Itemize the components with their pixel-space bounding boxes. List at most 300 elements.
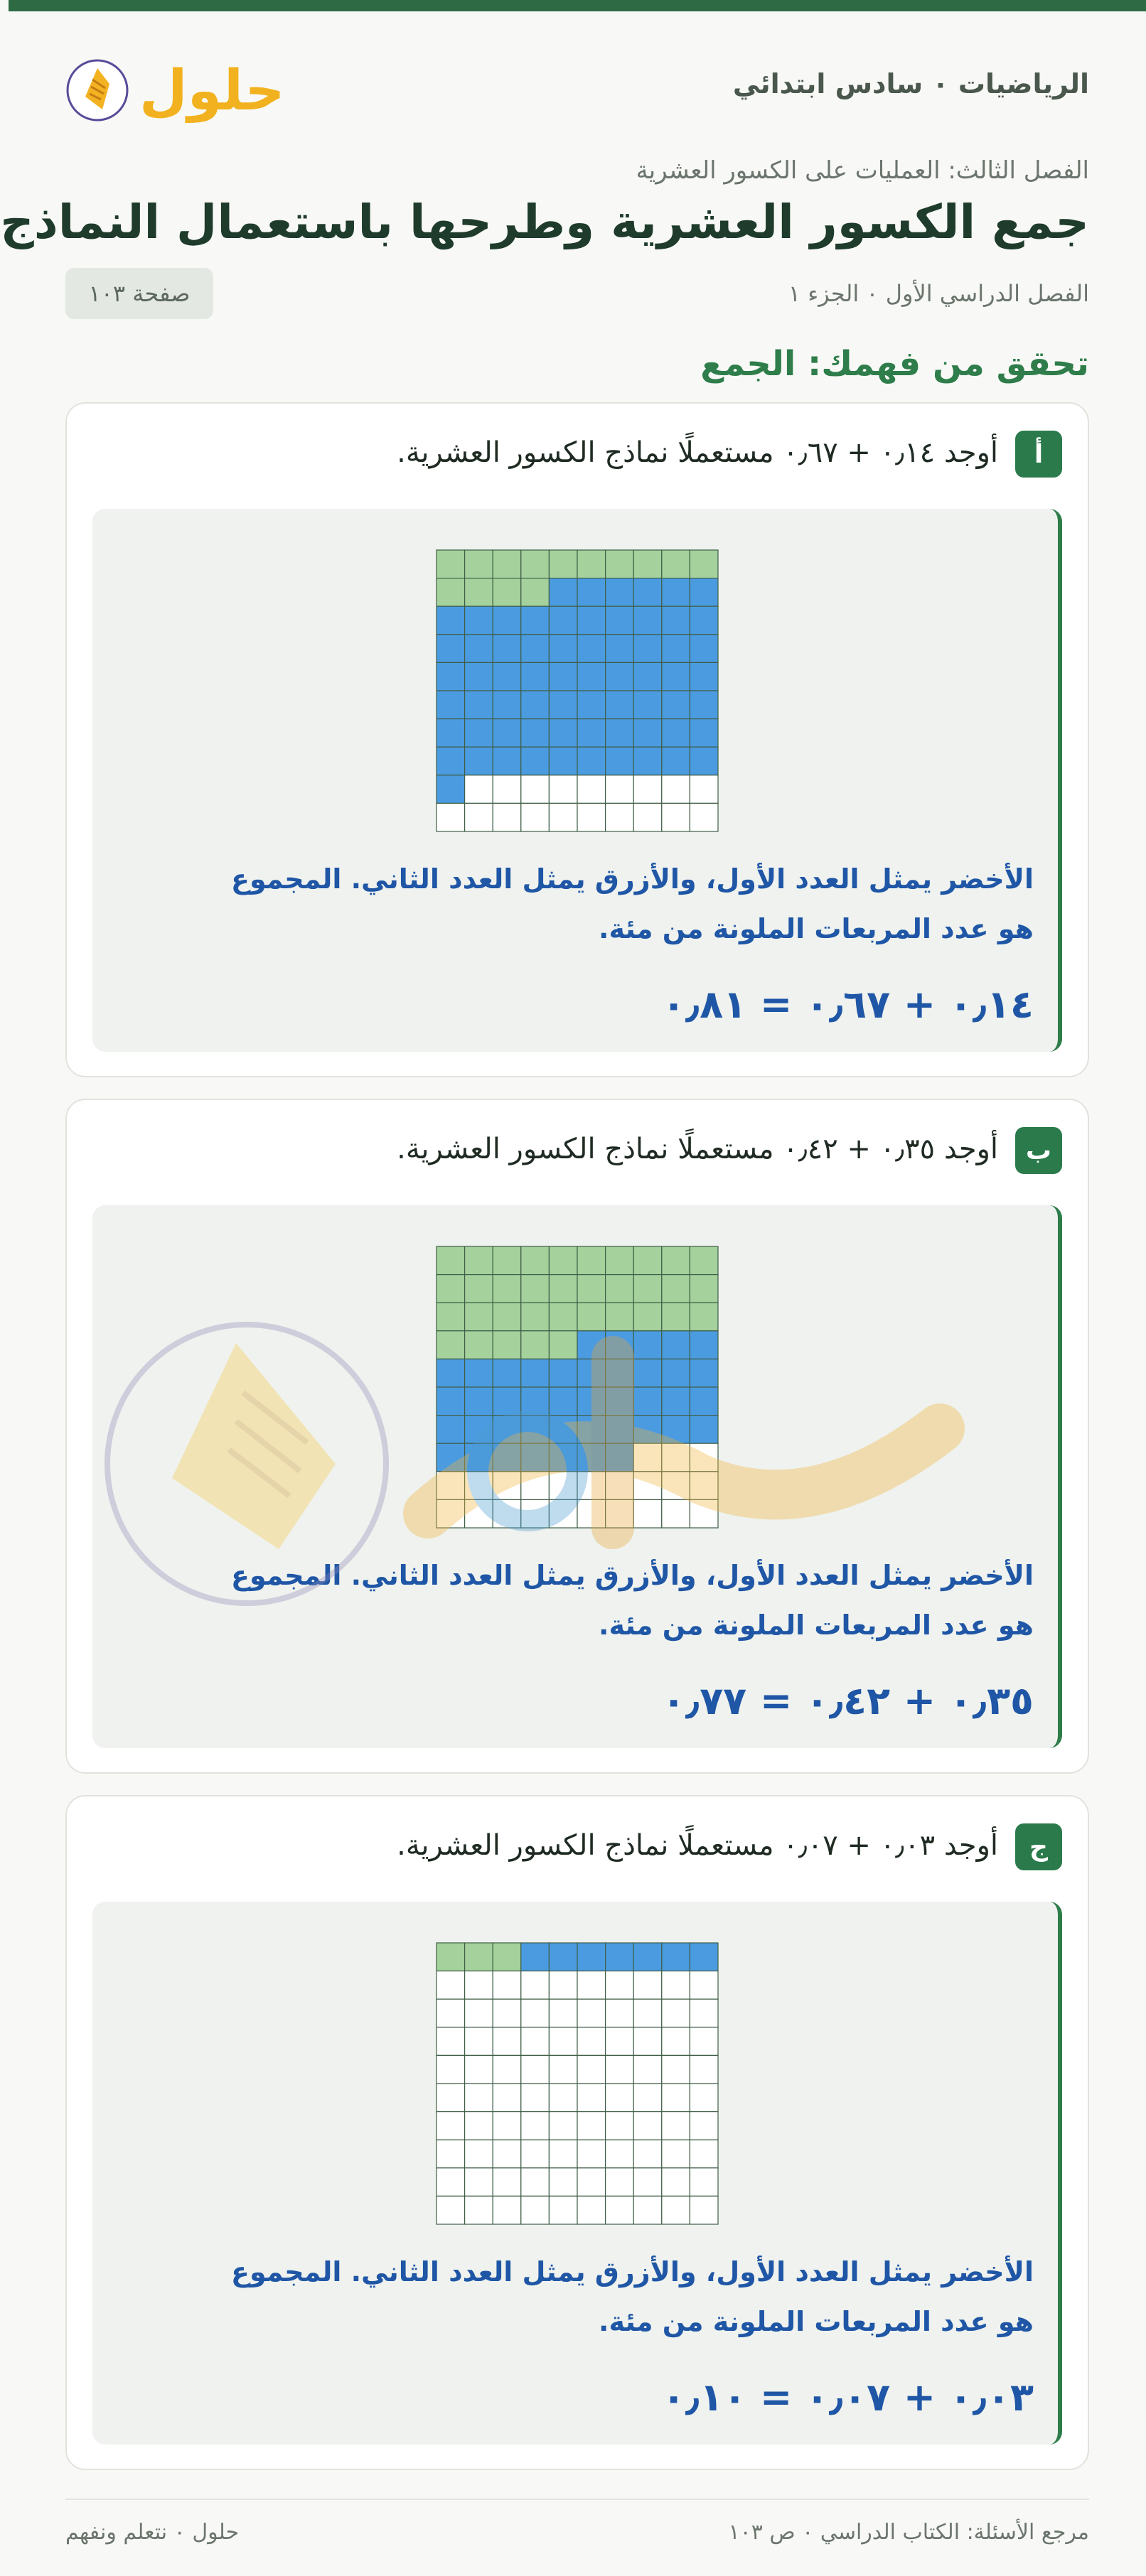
- blue-cell: [521, 747, 550, 775]
- green-cell: [493, 1943, 521, 1971]
- blue-cell: [662, 606, 690, 635]
- problem-letter-badge: أ: [1015, 431, 1062, 478]
- empty-cell: [577, 2084, 606, 2112]
- blue-cell: [662, 1943, 690, 1971]
- blue-cell: [437, 691, 465, 719]
- empty-cell: [521, 1971, 550, 2000]
- blue-cell: [465, 1359, 493, 1387]
- empty-cell: [606, 2027, 634, 2056]
- green-cell: [465, 1246, 493, 1275]
- green-cell: [465, 578, 493, 607]
- blue-cell: [690, 662, 718, 691]
- blue-cell: [493, 1387, 521, 1416]
- blue-cell: [577, 691, 606, 719]
- empty-cell: [493, 1971, 521, 2000]
- blue-cell: [577, 1331, 606, 1359]
- empty-cell: [493, 775, 521, 804]
- empty-cell: [577, 2196, 606, 2224]
- empty-cell: [465, 2196, 493, 2224]
- blue-cell: [549, 1443, 577, 1472]
- decimal-grid-model: [437, 1943, 718, 2224]
- blue-cell: [633, 662, 662, 691]
- answer-equation: ٠٫١٤ + ٠٫٦٧ = ٠٫٨١: [662, 982, 1034, 1027]
- empty-cell: [521, 2196, 550, 2224]
- empty-cell: [577, 2112, 606, 2140]
- empty-cell: [549, 1971, 577, 2000]
- empty-cell: [521, 2084, 550, 2112]
- empty-cell: [577, 2027, 606, 2056]
- blue-cell: [521, 1387, 550, 1416]
- empty-cell: [521, 2168, 550, 2197]
- blue-cell: [633, 1387, 662, 1416]
- decimal-grid-model: [437, 550, 718, 831]
- blue-cell: [606, 691, 634, 719]
- green-cell: [493, 1303, 521, 1331]
- page-title: جمع الكسور العشرية وطرحها باستعمال النماذج: [0, 195, 1089, 249]
- empty-cell: [606, 1472, 634, 1500]
- blue-cell: [493, 662, 521, 691]
- empty-cell: [606, 2055, 634, 2084]
- blue-cell: [633, 606, 662, 635]
- green-cell: [465, 1943, 493, 1971]
- blue-cell: [437, 747, 465, 775]
- empty-cell: [549, 2140, 577, 2168]
- green-cell: [549, 1303, 577, 1331]
- answer-explanation: الأخضر يمثل العدد الأول، والأزرق يمثل العدد الثاني. المجموع هو عدد المربعات الملونة من مئة.: [230, 2256, 1034, 2337]
- page-header: [65, 44, 1089, 136]
- empty-cell: [633, 1971, 662, 2000]
- empty-cell: [465, 2027, 493, 2056]
- blue-cell: [437, 719, 465, 748]
- empty-cell: [493, 2027, 521, 2056]
- blue-cell: [577, 635, 606, 663]
- blue-cell: [633, 635, 662, 663]
- empty-cell: [606, 2112, 634, 2140]
- empty-cell: [549, 2168, 577, 2197]
- blue-cell: [549, 1387, 577, 1416]
- subject-label: الرياضيات ٠ سادس ابتدائي: [732, 68, 1089, 99]
- empty-cell: [493, 2055, 521, 2084]
- blue-cell: [493, 1416, 521, 1444]
- blue-cell: [465, 1416, 493, 1444]
- green-cell: [606, 1303, 634, 1331]
- blue-cell: [493, 635, 521, 663]
- blue-cell: [577, 1359, 606, 1387]
- empty-cell: [549, 2027, 577, 2056]
- blue-cell: [493, 1443, 521, 1472]
- blue-cell: [690, 635, 718, 663]
- empty-cell: [633, 1443, 662, 1472]
- empty-cell: [493, 2084, 521, 2112]
- empty-cell: [437, 2140, 465, 2168]
- empty-cell: [662, 1443, 690, 1472]
- answer-box: [92, 509, 1062, 1052]
- empty-cell: [662, 1499, 690, 1528]
- blue-cell: [606, 578, 634, 607]
- empty-cell: [633, 2084, 662, 2112]
- green-cell: [549, 1331, 577, 1359]
- empty-cell: [521, 2055, 550, 2084]
- blue-cell: [662, 635, 690, 663]
- empty-cell: [493, 803, 521, 831]
- empty-cell: [465, 1999, 493, 2027]
- blue-cell: [521, 719, 550, 748]
- green-cell: [549, 1246, 577, 1275]
- blue-cell: [465, 635, 493, 663]
- empty-cell: [493, 2168, 521, 2197]
- empty-cell: [521, 2112, 550, 2140]
- green-cell: [633, 1303, 662, 1331]
- blue-cell: [690, 578, 718, 607]
- empty-cell: [493, 2140, 521, 2168]
- blue-cell: [662, 662, 690, 691]
- empty-cell: [577, 1472, 606, 1500]
- blue-cell: [606, 719, 634, 748]
- blue-cell: [493, 719, 521, 748]
- green-cell: [690, 550, 718, 578]
- blue-cell: [577, 719, 606, 748]
- blue-cell: [606, 1943, 634, 1971]
- empty-cell: [662, 1971, 690, 2000]
- green-cell: [606, 1275, 634, 1303]
- empty-cell: [690, 775, 718, 804]
- blue-cell: [549, 635, 577, 663]
- empty-cell: [662, 1999, 690, 2027]
- green-cell: [577, 1246, 606, 1275]
- empty-cell: [521, 1472, 550, 1500]
- empty-cell: [465, 2055, 493, 2084]
- term-label: الفصل الدراسي الأول ٠ الجزء ١: [788, 280, 1089, 307]
- problem-letter-badge: ج: [1015, 1823, 1062, 1870]
- empty-cell: [662, 2084, 690, 2112]
- empty-cell: [606, 2196, 634, 2224]
- footer-brand: حلول ٠ نتعلم ونفهم: [65, 2520, 240, 2545]
- green-cell: [437, 578, 465, 607]
- empty-cell: [633, 2196, 662, 2224]
- blue-cell: [521, 606, 550, 635]
- empty-cell: [633, 2168, 662, 2197]
- green-cell: [690, 1303, 718, 1331]
- green-cell: [521, 1303, 550, 1331]
- answer-equation: ٠٫٠٣ + ٠٫٠٧ = ٠٫١٠: [662, 2375, 1034, 2420]
- problem-card-a: [65, 402, 1089, 1077]
- problem-question: أوجد ٠٫٣٥ + ٠٫٤٢ مستعملًا نماذج الكسور العشرية.: [397, 1133, 998, 1165]
- green-cell: [662, 550, 690, 578]
- empty-cell: [690, 2112, 718, 2140]
- footer-divider: [65, 2499, 1089, 2500]
- green-cell: [577, 1303, 606, 1331]
- empty-cell: [577, 2055, 606, 2084]
- empty-cell: [577, 1971, 606, 2000]
- blue-cell: [521, 691, 550, 719]
- empty-cell: [606, 1999, 634, 2027]
- blue-cell: [549, 578, 577, 607]
- empty-cell: [549, 2112, 577, 2140]
- blue-cell: [549, 1416, 577, 1444]
- green-cell: [577, 1275, 606, 1303]
- green-cell: [493, 550, 521, 578]
- empty-cell: [437, 2027, 465, 2056]
- answer-explanation: الأخضر يمثل العدد الأول، والأزرق يمثل العدد الثاني. المجموع هو عدد المربعات الملونة من مئة.: [230, 863, 1034, 944]
- blue-cell: [606, 606, 634, 635]
- empty-cell: [662, 2140, 690, 2168]
- blue-cell: [577, 747, 606, 775]
- blue-cell: [606, 1387, 634, 1416]
- empty-cell: [465, 803, 493, 831]
- empty-cell: [549, 2196, 577, 2224]
- blue-cell: [465, 1387, 493, 1416]
- empty-cell: [437, 2196, 465, 2224]
- blue-cell: [549, 747, 577, 775]
- green-cell: [521, 1275, 550, 1303]
- blue-cell: [577, 662, 606, 691]
- empty-cell: [662, 803, 690, 831]
- empty-cell: [465, 1971, 493, 2000]
- empty-cell: [465, 775, 493, 804]
- blue-cell: [549, 1943, 577, 1971]
- blue-cell: [465, 691, 493, 719]
- answer-explanation: الأخضر يمثل العدد الأول، والأزرق يمثل العدد الثاني. المجموع هو عدد المربعات الملونة من مئة.: [230, 1560, 1034, 1641]
- empty-cell: [465, 2168, 493, 2197]
- empty-cell: [577, 2168, 606, 2197]
- empty-cell: [577, 2140, 606, 2168]
- blue-cell: [577, 606, 606, 635]
- problem-card-b: [65, 1099, 1089, 1774]
- blue-cell: [437, 1443, 465, 1472]
- empty-cell: [662, 2196, 690, 2224]
- blue-cell: [549, 719, 577, 748]
- empty-cell: [606, 803, 634, 831]
- blue-cell: [690, 1331, 718, 1359]
- green-cell: [437, 1303, 465, 1331]
- empty-cell: [662, 2168, 690, 2197]
- empty-cell: [606, 2140, 634, 2168]
- empty-cell: [690, 1499, 718, 1528]
- empty-cell: [437, 1971, 465, 2000]
- green-cell: [465, 1331, 493, 1359]
- blue-cell: [606, 635, 634, 663]
- green-cell: [549, 1275, 577, 1303]
- answer-box: [92, 1205, 1062, 1748]
- empty-cell: [437, 803, 465, 831]
- green-cell: [465, 1303, 493, 1331]
- empty-cell: [633, 1472, 662, 1500]
- blue-cell: [437, 635, 465, 663]
- blue-cell: [549, 1359, 577, 1387]
- blue-cell: [606, 1443, 634, 1472]
- blue-cell: [690, 691, 718, 719]
- blue-cell: [521, 1416, 550, 1444]
- green-cell: [437, 1246, 465, 1275]
- empty-cell: [633, 2055, 662, 2084]
- blue-cell: [577, 578, 606, 607]
- blue-cell: [662, 1416, 690, 1444]
- empty-cell: [606, 2168, 634, 2197]
- blue-cell: [606, 1359, 634, 1387]
- blue-cell: [465, 606, 493, 635]
- green-cell: [465, 550, 493, 578]
- empty-cell: [633, 2140, 662, 2168]
- blue-cell: [437, 1359, 465, 1387]
- blue-cell: [606, 1331, 634, 1359]
- blue-cell: [606, 1416, 634, 1444]
- empty-cell: [493, 2196, 521, 2224]
- answer-equation: ٠٫٣٥ + ٠٫٤٢ = ٠٫٧٧: [662, 1678, 1034, 1723]
- blue-cell: [690, 1359, 718, 1387]
- blue-cell: [465, 662, 493, 691]
- blue-cell: [437, 1416, 465, 1444]
- problem-letter-badge: ب: [1015, 1127, 1062, 1174]
- blue-cell: [577, 1943, 606, 1971]
- blue-cell: [690, 1387, 718, 1416]
- empty-cell: [690, 2055, 718, 2084]
- green-cell: [549, 550, 577, 578]
- empty-cell: [521, 1999, 550, 2027]
- blue-cell: [437, 606, 465, 635]
- blue-cell: [662, 1387, 690, 1416]
- green-cell: [606, 1246, 634, 1275]
- blue-cell: [662, 719, 690, 748]
- empty-cell: [690, 1971, 718, 2000]
- green-cell: [633, 550, 662, 578]
- empty-cell: [690, 2084, 718, 2112]
- empty-cell: [437, 1999, 465, 2027]
- empty-cell: [521, 1499, 550, 1528]
- empty-cell: [690, 2168, 718, 2197]
- blue-cell: [521, 1443, 550, 1472]
- blue-cell: [437, 662, 465, 691]
- green-cell: [437, 550, 465, 578]
- empty-cell: [577, 1499, 606, 1528]
- empty-cell: [549, 2055, 577, 2084]
- empty-cell: [690, 1999, 718, 2027]
- empty-cell: [690, 2196, 718, 2224]
- blue-cell: [690, 606, 718, 635]
- green-cell: [521, 1331, 550, 1359]
- empty-cell: [493, 2112, 521, 2140]
- green-cell: [633, 1275, 662, 1303]
- empty-cell: [465, 2084, 493, 2112]
- empty-cell: [437, 2168, 465, 2197]
- empty-cell: [521, 2027, 550, 2056]
- empty-cell: [633, 2027, 662, 2056]
- blue-cell: [465, 1443, 493, 1472]
- empty-cell: [493, 1472, 521, 1500]
- blue-cell: [521, 635, 550, 663]
- empty-cell: [465, 2140, 493, 2168]
- blue-cell: [549, 691, 577, 719]
- empty-cell: [662, 2027, 690, 2056]
- empty-cell: [690, 2140, 718, 2168]
- empty-cell: [633, 2112, 662, 2140]
- green-cell: [606, 550, 634, 578]
- green-cell: [437, 1943, 465, 1971]
- empty-cell: [549, 775, 577, 804]
- blue-cell: [465, 719, 493, 748]
- green-cell: [690, 1246, 718, 1275]
- green-cell: [493, 578, 521, 607]
- blue-cell: [493, 606, 521, 635]
- blue-cell: [577, 1387, 606, 1416]
- blue-cell: [633, 719, 662, 748]
- blue-cell: [633, 1943, 662, 1971]
- empty-cell: [633, 1499, 662, 1528]
- green-cell: [465, 1275, 493, 1303]
- empty-cell: [606, 1499, 634, 1528]
- empty-cell: [690, 1443, 718, 1472]
- blue-cell: [577, 1416, 606, 1444]
- blue-cell: [633, 578, 662, 607]
- blue-cell: [493, 747, 521, 775]
- blue-cell: [633, 747, 662, 775]
- green-cell: [662, 1303, 690, 1331]
- decimal-grid-model: [437, 1246, 718, 1528]
- blue-cell: [577, 1443, 606, 1472]
- empty-cell: [633, 775, 662, 804]
- green-cell: [577, 550, 606, 578]
- empty-cell: [437, 2084, 465, 2112]
- chapter-label: الفصل الثالث: العمليات على الكسور العشرية: [636, 156, 1089, 185]
- empty-cell: [690, 2027, 718, 2056]
- empty-cell: [521, 775, 550, 804]
- empty-cell: [633, 803, 662, 831]
- empty-cell: [437, 1499, 465, 1528]
- empty-cell: [606, 775, 634, 804]
- empty-cell: [577, 775, 606, 804]
- blue-cell: [690, 1943, 718, 1971]
- empty-cell: [465, 1472, 493, 1500]
- blue-cell: [690, 719, 718, 748]
- problem-card-c: [65, 1795, 1089, 2470]
- blue-cell: [465, 747, 493, 775]
- blue-cell: [662, 578, 690, 607]
- problem-question: أوجد ٠٫٠٣ + ٠٫٠٧ مستعملًا نماذج الكسور العشرية.: [397, 1829, 998, 1862]
- empty-cell: [577, 1999, 606, 2027]
- empty-cell: [577, 803, 606, 831]
- empty-cell: [549, 1499, 577, 1528]
- green-cell: [521, 1246, 550, 1275]
- empty-cell: [549, 1999, 577, 2027]
- blue-cell: [633, 1359, 662, 1387]
- empty-cell: [662, 2055, 690, 2084]
- green-cell: [437, 1331, 465, 1359]
- green-cell: [690, 1275, 718, 1303]
- logo-wordmark: حلول: [139, 59, 285, 123]
- blue-cell: [633, 1416, 662, 1444]
- green-cell: [493, 1331, 521, 1359]
- blue-cell: [493, 1359, 521, 1387]
- blue-cell: [437, 775, 465, 804]
- green-cell: [662, 1246, 690, 1275]
- empty-cell: [606, 1971, 634, 2000]
- brand-logo: [65, 44, 285, 136]
- blue-cell: [690, 747, 718, 775]
- green-cell: [662, 1275, 690, 1303]
- blue-cell: [662, 1359, 690, 1387]
- footer-reference: مرجع الأسئلة: الكتاب الدراسي ٠ ص ١٠٣: [728, 2520, 1089, 2545]
- empty-cell: [465, 2112, 493, 2140]
- empty-cell: [437, 2055, 465, 2084]
- blue-cell: [633, 1331, 662, 1359]
- blue-cell: [662, 691, 690, 719]
- empty-cell: [690, 803, 718, 831]
- blue-cell: [662, 1331, 690, 1359]
- green-cell: [493, 1246, 521, 1275]
- empty-cell: [493, 1499, 521, 1528]
- empty-cell: [549, 803, 577, 831]
- blue-cell: [633, 691, 662, 719]
- green-cell: [493, 1275, 521, 1303]
